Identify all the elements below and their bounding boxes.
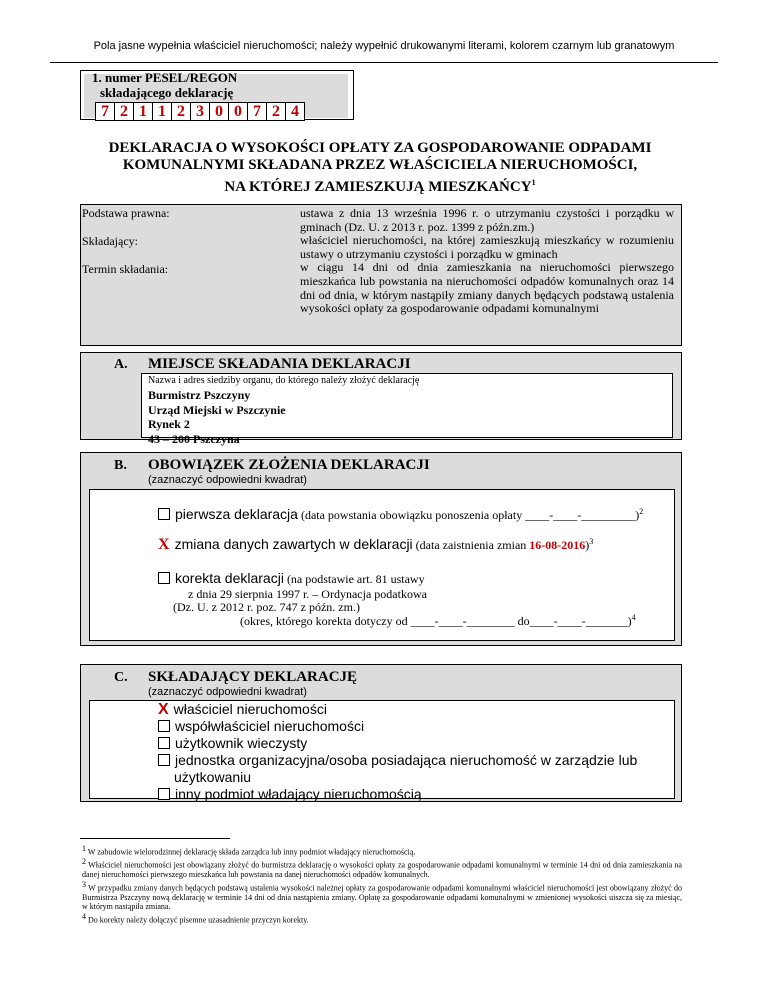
footnote-ref: 1 (531, 178, 536, 187)
footnote-3: $^3$ W przypadku zmiany danych będących podstawą ustalenia wysokości należnej opłaty za gospodarowanie odpadami komunalnymi właściciel nieruchomości jest obowiązany złożyć do Burmistrza Pszczyny nową deklarację w terminie 14 dni od dnia nastąpienia zmiany. Opłatę za gospodarowanie odpadami komunalnymi w zmienionej wysokości uiszcza się za miesiąc, w którym nastąpiła zmiana. (82, 879, 682, 912)
option-label: korekta deklaracji (175, 570, 284, 586)
address-line: Burmistrz Pszczyny (148, 388, 251, 402)
option-detail: (data powstania obowiązku ponoszenia opłaty ____-____-_________) (300, 508, 640, 522)
checkbox[interactable] (158, 788, 170, 800)
pesel-digit[interactable]: 7 (247, 102, 266, 121)
pesel-label (92, 70, 237, 100)
pesel-digit[interactable]: 3 (190, 102, 209, 121)
option-owner[interactable]: X właściciel nieruchomości (158, 701, 327, 718)
option-label: zmiana danych zawartych w deklaracji (174, 536, 413, 552)
legal-labels (82, 207, 170, 291)
option-change-declaration[interactable]: X zmiana danych zawartych w deklaracji (data zaistnienia zmian 16-08-2016)$^3$ (158, 536, 594, 553)
checkbox[interactable] (158, 508, 170, 520)
footnote-4: $^4$ Do korekty należy dołączyć pisemne uzasadnienie przyczyn korekty. (82, 911, 309, 925)
footnote-2: $^2$ Właściciel nieruchomości jest obowiązany złożyć do burmistrza deklarację o wysokości opłaty za gospodarowanie odpadami komunalnymi w terminie 14 dni od dnia zamieszkania na danej nieruchomości pierwszego mieszkańca lub powstania na danej nieruchomości odpadów komunalnych. (82, 857, 682, 880)
option-label: pierwsza deklaracja (175, 506, 298, 522)
option-other-entity[interactable]: inny podmiot władający nieruchomością (158, 786, 637, 803)
section-b-title: OBOWIĄZEK ZŁOŻENIA DEKLARACJI (148, 457, 430, 473)
change-date[interactable]: 16-08-2016 (529, 538, 586, 552)
document-title (80, 140, 680, 196)
footnote-ref: 4 (631, 613, 636, 622)
footnote-divider (80, 838, 230, 839)
title-line1: DEKLARACJA O WYSOKOŚCI OPŁATY ZA GOSPODAROWANIE ODPADAMI (108, 140, 652, 156)
option-organizational-unit-cont: użytkowaniu (174, 769, 252, 785)
option-detail: (na podstawie art. 81 ustawy (286, 572, 425, 586)
section-c-subtitle: (zaznaczyć odpowiedni kwadrat) (148, 686, 307, 698)
footnote-ref: 2 (639, 507, 644, 516)
pesel-digit[interactable]: 0 (228, 102, 247, 121)
label-deadline: Termin składania: (82, 262, 169, 276)
address-line: Urząd Miejski w Pszczynie (148, 402, 286, 417)
section-a-letter: A. (114, 357, 128, 372)
pesel-label-line1: 1. numer PESEL/REGON (92, 70, 238, 85)
address-line: 43 – 200 Pszczyna (148, 431, 240, 446)
section-a-note: Nazwa i adres siedziby organu, do którego należy złożyć deklarację (148, 375, 420, 386)
pesel-digit[interactable]: 4 (285, 102, 305, 121)
label-basis: Podstawa prawna: (82, 206, 170, 220)
checkbox[interactable] (158, 720, 170, 732)
pesel-digit[interactable]: 1 (133, 102, 152, 121)
option-perpetual-user[interactable]: użytkownik wieczysty (158, 735, 637, 752)
option-co-owner[interactable]: współwłaściciel nieruchomości (158, 718, 637, 735)
pesel-label-line2: składającego deklarację (100, 85, 234, 100)
section-a-title: MIEJSCE SKŁADANIA DEKLARACJI (148, 356, 411, 372)
checkbox[interactable] (158, 572, 170, 584)
option-detail: (data zaistnienia zmian (415, 538, 527, 552)
section-b-letter: B. (114, 458, 127, 473)
header-note: Pola jasne wypełnia właściciel nieruchomości; należy wypełnić drukowanymi literami, kolorem czarnym lub granatowym (93, 40, 675, 52)
section-c-title: SKŁADAJĄCY DEKLARACJĘ (148, 669, 358, 685)
section-c-letter: C. (114, 670, 128, 685)
pesel-digit[interactable]: 1 (152, 102, 171, 121)
checkbox[interactable] (158, 737, 170, 749)
pesel-digit[interactable]: 0 (209, 102, 228, 121)
pesel-digit[interactable]: 2 (266, 102, 285, 121)
checkbox[interactable] (158, 754, 170, 766)
correction-period: (okres, którego korekta dotyczy od ____-____-________ do____-____-_______)$^4$ (240, 613, 636, 628)
pesel-digit[interactable]: 7 (95, 102, 114, 121)
text-submitter: właściciel nieruchomości, na której zamieszkują mieszkańcy w rozumieniu ustawy o utrzymaniu czystości i porządku w gminach (300, 233, 674, 261)
label-submitter: Składający: (82, 234, 138, 248)
text-deadline: w ciągu 14 dni od dnia zamieszkania na nieruchomości pierwszego mieszkańca lub powstania na nieruchomości odpadów komunalnych oraz 14 dni od dnia, w którym nastąpiły zmiany danych będących podstawą ustalenia wysokości opłaty za gospodarowanie odpadami komunalnymi (300, 260, 674, 316)
correction-detail: z dnia 29 sierpnia 1997 r. – Ordynacja podatkowa (188, 587, 427, 601)
footnotes (82, 844, 682, 925)
footnote-ref: 3 (589, 537, 594, 546)
title-line2: KOMUNALNYMI SKŁADANA PRZEZ WŁAŚCICIELA NIERUCHOMOŚCI, (122, 157, 638, 173)
correction-detail: (Dz. U. z 2012 r. poz. 747 z późn. zm.) (173, 600, 360, 614)
section-b-subtitle: (zaznaczyć odpowiedni kwadrat) (148, 474, 307, 486)
section-a-address (148, 388, 286, 446)
option-organizational-unit[interactable]: jednostka organizacyjna/osoba posiadająca nieruchomość w zarządzie lub (158, 752, 637, 769)
text-basis: ustawa z dnia 13 września 1996 r. o utrzymaniu czystości i porządku w gminach (Dz. U. z 2013 r. poz. 1399 z późn.zm.) (300, 206, 674, 234)
pesel-digit[interactable]: 2 (171, 102, 190, 121)
title-line3: NA KTÓREJ ZAMIESZKUJĄ MIESZKAŃCY$^1$ (224, 178, 536, 195)
pesel-digits[interactable] (95, 102, 305, 121)
legal-texts (300, 207, 674, 316)
option-correction[interactable] (158, 570, 425, 587)
footnote-1: $^1$ W zabudowie wielorodzinnej deklarację składa zarządca lub inny podmiot władający nieruchomością. (82, 844, 416, 857)
x-check-mark[interactable]: X (158, 536, 170, 553)
address-line: Rynek 2 (148, 417, 190, 431)
header-divider (50, 62, 718, 63)
x-check-mark[interactable]: X (158, 701, 169, 718)
option-first-declaration[interactable] (158, 506, 643, 523)
submitter-options (158, 701, 637, 803)
pesel-digit[interactable]: 2 (114, 102, 133, 121)
